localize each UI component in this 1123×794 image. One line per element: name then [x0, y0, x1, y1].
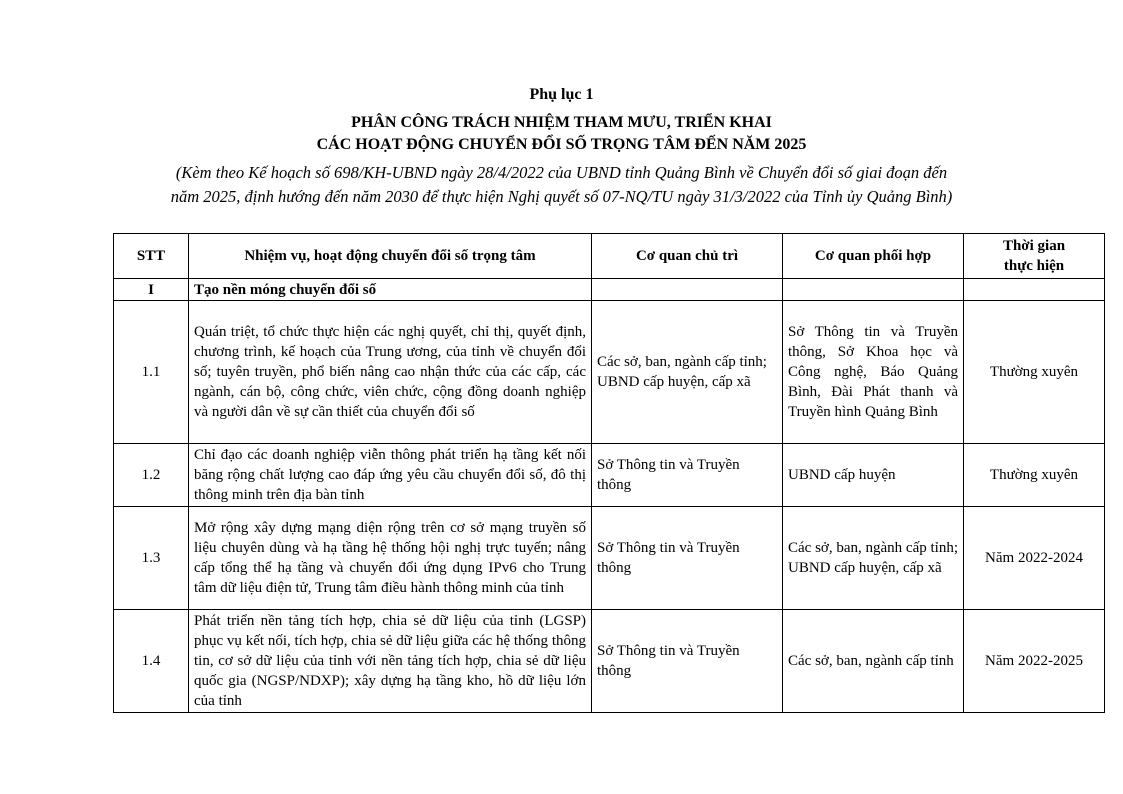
col-header-time-line-1: Thời gian — [1002, 238, 1066, 254]
col-header-time-line-2: thực hiện — [1003, 258, 1065, 274]
table-header-row — [114, 234, 1105, 279]
row-lead-agency: Các sở, ban, ngành cấp tỉnh; UBND cấp huyện, cấp xã — [592, 301, 783, 444]
table-row — [114, 507, 1105, 610]
row-task: Phát triển nền tảng tích hợp, chia sẻ dữ liệu của tỉnh (LGSP) phục vụ kết nối, tích hợp, chia sẻ dữ liệu giữa các hệ thống thông tin, cơ sở dữ liệu của tỉnh với nền tảng tích hợp, chia sẻ dữ liệu quốc gia (NGSP/NDXP); xây dựng hạ tầng kho, hồ dữ liệu lớn của tỉnh — [189, 610, 592, 713]
subtitle-line-1-text: (Kèm theo Kế hoạch số 698/KH-UBND ngày 28/4/2022 của UBND tỉnh Quảng Bình về Chuyển đổi số giai đoạn đến — [175, 163, 948, 182]
title-line-2-text: CÁC HOẠT ĐỘNG CHUYỂN ĐỔI SỐ TRỌNG TÂM ĐẾN NĂM 2025 — [316, 136, 807, 153]
section-number: I — [114, 279, 189, 301]
assignment-table — [113, 233, 1105, 713]
row-stt: 1.4 — [114, 610, 189, 713]
document-title-line-2 — [0, 134, 1123, 155]
col-header-time — [964, 234, 1105, 279]
col-header-stt: STT — [114, 234, 189, 279]
row-task: Quán triệt, tổ chức thực hiện các nghị quyết, chỉ thị, quyết định, chương trình, kế hoạch của Trung ương, của tỉnh về chuyển đổi số; tuyên truyền, phổ biến nâng cao nhận thức của các cấp, các ngành, cán bộ, công chức, viên chức, cộng đồng doanh nghiệp và người dân về sự cần thiết của chuyển đổi số — [189, 301, 592, 444]
row-stt: 1.2 — [114, 444, 189, 507]
row-stt: 1.3 — [114, 507, 189, 610]
row-time: Thường xuyên — [964, 301, 1105, 444]
section-empty-cell — [783, 279, 964, 301]
col-header-lead-agency: Cơ quan chủ trì — [592, 234, 783, 279]
title-line-1-text: PHÂN CÔNG TRÁCH NHIỆM THAM MƯU, TRIỂN KHAI — [351, 114, 772, 131]
subtitle-line-2 — [0, 186, 1123, 208]
row-coop-agency: UBND cấp huyện — [783, 444, 964, 507]
section-title: Tạo nền móng chuyển đổi số — [189, 279, 592, 301]
subtitle-line-2-text: năm 2025, định hướng đến năm 2030 để thực hiện Nghị quyết số 07-NQ/TU ngày 31/3/2022 của Tỉnh ủy Quảng Bình) — [170, 187, 953, 206]
section-row — [114, 279, 1105, 301]
col-header-task: Nhiệm vụ, hoạt động chuyển đổi số trọng tâm — [189, 234, 592, 279]
table-row — [114, 610, 1105, 713]
row-task: Mở rộng xây dựng mạng diện rộng trên cơ sở mạng truyền số liệu chuyên dùng và hạ tầng hệ thống hội nghị trực tuyến; nâng cấp tổng thể hạ tầng và chuyển đổi ứng dụng IPv6 cho Trung tâm dữ liệu điện tử, Trung tâm điều hành thông minh của tỉnh — [189, 507, 592, 610]
row-lead-agency: Sở Thông tin và Truyền thông — [592, 610, 783, 713]
row-coop-agency: Các sở, ban, ngành cấp tỉnh — [783, 610, 964, 713]
section-empty-cell — [964, 279, 1105, 301]
appendix-label — [0, 84, 1123, 105]
row-time: Năm 2022-2025 — [964, 610, 1105, 713]
document-title-line-1 — [0, 112, 1123, 133]
table-row — [114, 444, 1105, 507]
row-coop-agency: Sở Thông tin và Truyền thông, Sở Khoa học và Công nghệ, Báo Quảng Bình, Đài Phát thanh và Truyền hình Quảng Bình — [783, 301, 964, 444]
row-coop-agency: Các sở, ban, ngành cấp tỉnh; UBND cấp huyện, cấp xã — [783, 507, 964, 610]
row-task: Chỉ đạo các doanh nghiệp viễn thông phát triển hạ tầng kết nối băng rộng chất lượng cao đáp ứng yêu cầu chuyển đổi số, đô thị thông minh trên địa bàn tỉnh — [189, 444, 592, 507]
table-row — [114, 301, 1105, 444]
row-lead-agency: Sở Thông tin và Truyền thông — [592, 507, 783, 610]
section-empty-cell — [592, 279, 783, 301]
row-time: Thường xuyên — [964, 444, 1105, 507]
row-lead-agency: Sở Thông tin và Truyền thông — [592, 444, 783, 507]
row-stt: 1.1 — [114, 301, 189, 444]
appendix-text: Phụ lục 1 — [529, 86, 594, 103]
col-header-coop-agency: Cơ quan phối hợp — [783, 234, 964, 279]
row-time: Năm 2022-2024 — [964, 507, 1105, 610]
subtitle-line-1 — [0, 162, 1123, 184]
